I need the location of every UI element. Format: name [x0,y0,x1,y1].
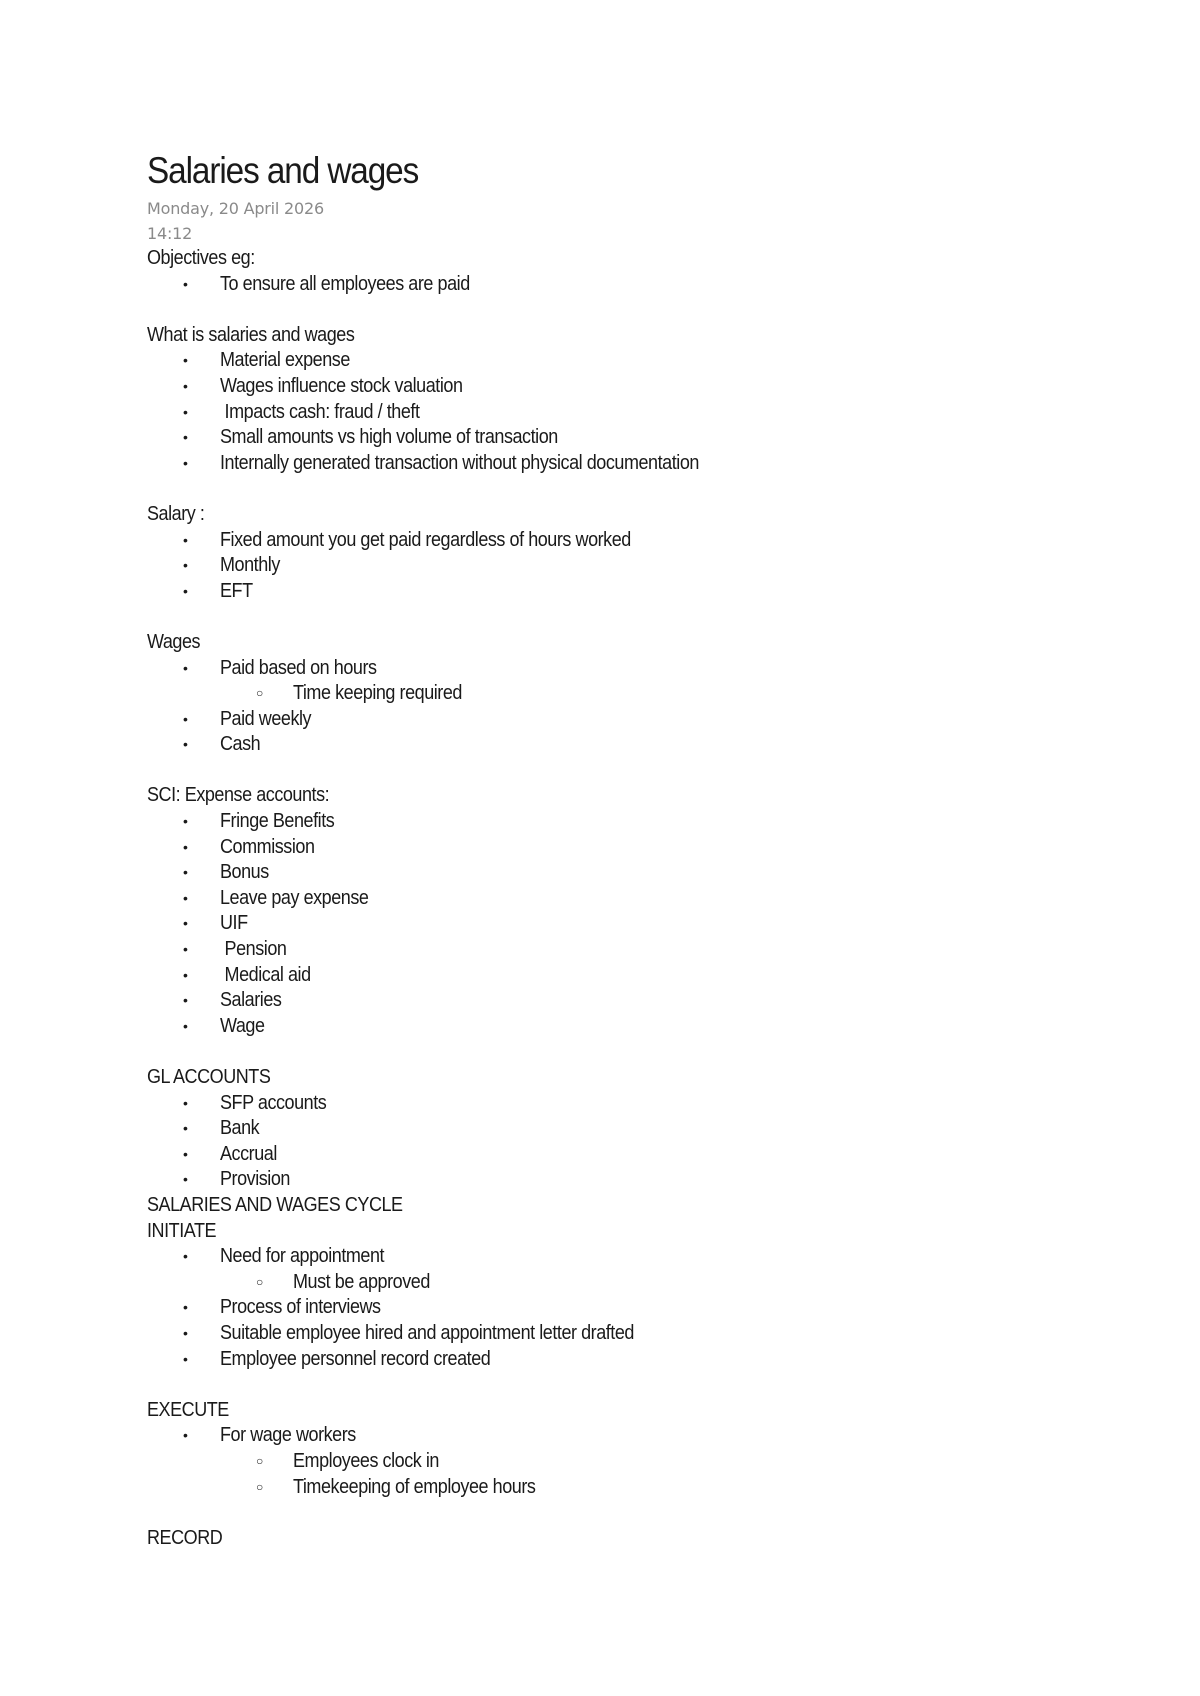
bullet-icon: • [183,736,188,753]
circle-bullet-icon: ○ [256,1453,263,1468]
bullet-icon: • [183,966,188,983]
bullet-icon: • [183,352,188,369]
bullet-icon: • [183,710,188,727]
section-heading-objectives: Objectives eg: [147,247,255,269]
circle-bullet-icon: ○ [256,1479,263,1494]
bullet-icon: • [183,1350,188,1367]
bullet-icon: • [183,1094,188,1111]
list-item: • Monthly [147,553,1147,579]
page-title: Salaries and wages [147,150,419,191]
list-item: • Suitable employee hired and appointment letter drafted [147,1321,1147,1347]
bullet-icon: • [183,813,188,830]
bullet-icon: • [183,531,188,548]
list-item: • For wage workers [147,1423,1147,1449]
bullet-icon: • [183,659,188,676]
list-item: • Process of interviews [147,1295,1147,1321]
bullet-icon: • [183,838,188,855]
bullet-icon: • [183,889,188,906]
sub-list-item: ○ Timekeeping of employee hours [147,1475,1147,1501]
sub-list-item: ○ Employees clock in [147,1449,1147,1475]
note-time: 14:12 [147,224,193,243]
bullet-icon: • [183,1017,188,1034]
list-item: • Paid based on hours [147,656,1147,682]
list-item: • Cash [147,732,1147,758]
list-item: • Fixed amount you get paid regardless of hours worked [147,528,1147,554]
bullet-icon: • [183,377,188,394]
section-heading-wages: Wages [147,630,201,653]
section-heading-gl-accounts: GL ACCOUNTS [147,1066,271,1088]
section-heading-salary: Salary : [147,502,205,525]
list-item: • Paid weekly [147,707,1147,733]
list-item: • To ensure all employees are paid [147,272,1147,298]
list-item: • EFT [147,579,1147,605]
section-heading-record: RECORD [147,1526,223,1549]
list-item: • Bank [147,1116,1147,1142]
list-item: • Commission [147,835,1147,861]
list-item: • Bonus [147,860,1147,886]
circle-bullet-icon: ○ [256,1274,263,1289]
list-item: • Small amounts vs high volume of transaction [147,425,1147,451]
list-item: • Provision [147,1167,1147,1193]
section-heading-initiate: INITIATE [147,1219,217,1242]
section-heading-execute: EXECUTE [147,1398,229,1421]
list-item: • Medical aid [147,963,1147,989]
list-item: • Leave pay expense [147,886,1147,912]
bullet-icon: • [183,429,188,446]
bullet-icon: • [183,915,188,932]
sub-list-item: ○ Time keeping required [147,681,1147,707]
bullet-icon: • [183,557,188,574]
list-item: • Pension [147,937,1147,963]
bullet-icon: • [183,403,188,420]
list-item: • Material expense [147,348,1147,374]
bullet-icon: • [183,864,188,881]
list-item: • UIF [147,911,1147,937]
list-item: • Fringe Benefits [147,809,1147,835]
list-item: • Employee personnel record created [147,1347,1147,1373]
list-item: • Accrual [147,1142,1147,1168]
bullet-icon: • [183,582,188,599]
list-item: • Wages influence stock valuation [147,374,1147,400]
bullet-icon: • [183,941,188,958]
list-item: • Wage [147,1014,1147,1040]
bullet-icon: • [183,1145,188,1162]
list-item: • SFP accounts [147,1091,1147,1117]
bullet-icon: • [183,1248,188,1265]
bullet-icon: • [183,1120,188,1137]
section-heading-sci: SCI: Expense accounts: [147,784,330,807]
sub-list-item: ○ Must be approved [147,1270,1147,1296]
section-heading-what-is: What is salaries and wages [147,323,355,346]
list-item: • Salaries [147,988,1147,1014]
list-item: • Internally generated transaction without physical documentation [147,451,1147,477]
circle-bullet-icon: ○ [256,686,263,701]
bullet-icon: • [183,1171,188,1188]
list-item: • Impacts cash: fraud / theft [147,400,1147,426]
bullet-icon: • [183,454,188,471]
note-page [147,146,1147,1551]
section-heading-cycle: SALARIES AND WAGES CYCLE [147,1193,403,1216]
note-date: Monday, 20 April 2026 [147,199,324,218]
bullet-icon: • [183,1299,188,1316]
bullet-icon: • [183,275,188,292]
bullet-icon: • [183,1324,188,1341]
list-item: • Need for appointment [147,1244,1147,1270]
bullet-icon: • [183,1427,188,1444]
bullet-icon: • [183,992,188,1009]
